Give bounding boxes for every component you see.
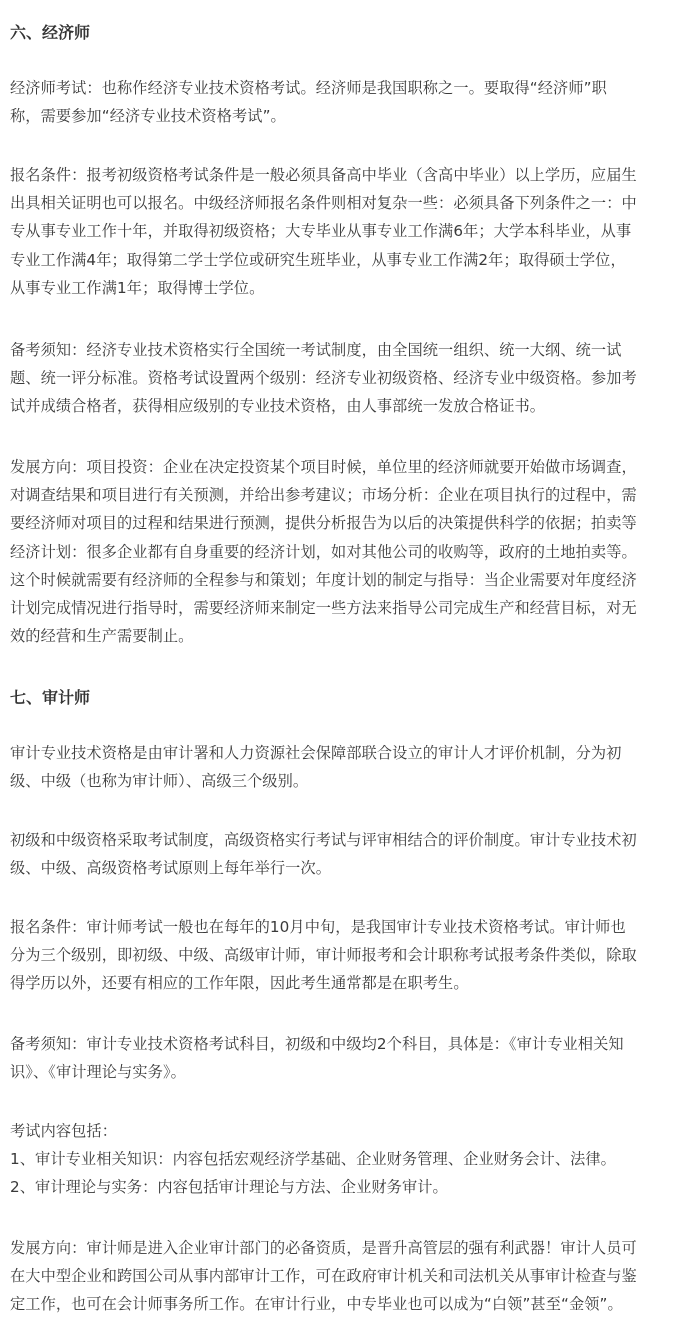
text-line: 1、审计专业相关知识：内容包括宏观经济学基础、企业财务管理、企业财务会计、法律。 — [10, 1150, 616, 1169]
text-line: 发展方向：项目投资：企业在决定投资某个项目时候，单位里的经济师就要开始做市场调查， — [10, 458, 637, 476]
text-line: 从事专业工作满1年；取得博士学位。 — [10, 278, 265, 297]
text-line: 分为三个级别，即初级、中级、高级审计师，审计师报考和会计职称考试报考条件类似，除取 — [10, 946, 637, 965]
text-line: 出具相关证明也可以报名。中级经济师报名条件则相对复杂一些：必须具备下列条件之一：中 — [10, 194, 637, 213]
text-line: 题、统一评分标准。资格考试设置两个级别：经济专业初级资格、经济专业中级资格。参加考 — [10, 369, 637, 388]
paragraph-auditor-exam-content — [10, 1117, 690, 1202]
paragraph-auditor-career — [10, 1234, 690, 1319]
paragraph-economist-registration — [10, 161, 690, 302]
text-line: 称，需要参加“经济专业技术资格考试”。 — [10, 107, 286, 126]
text-line: 专从事专业工作十年，并取得初级资格；大专毕业从事专业工作满6年；大学本科毕业，从事 — [10, 222, 632, 241]
text-line: 定工作，也可在会计师事务所工作。在审计行业，中专毕业也可以成为“白领”甚至“金领”。 — [10, 1295, 623, 1314]
text-line: 试并成绩合格者，获得相应级别的专业技术资格，由人事部统一发放合格证书。 — [10, 397, 546, 416]
text-line: 备考须知：经济专业技术资格实行全国统一考试制度，由全国统一组织、统一大纲、统一试 — [10, 341, 622, 359]
paragraph-auditor-system — [10, 826, 690, 882]
text-line: 得学历以外，还要有相应的工作年限，因此考生通常都是在职考生。 — [10, 974, 469, 993]
text-line: 经济师考试：也称作经济专业技术资格考试。经济师是我国职称之一。要取得“经济师”职 — [10, 79, 607, 97]
text-line: 对调查结果和项目进行有关预测，并给出参考建议；市场分析：企业在项目执行的过程中，需 — [10, 486, 637, 505]
text-line: 级、中级（也称为审计师）、高级三个级别。 — [10, 772, 309, 791]
text-line: 审计专业技术资格是由审计署和人力资源社会保障部联合设立的审计人才评价机制，分为初 — [10, 744, 622, 762]
paragraph-auditor-preparation — [10, 1030, 690, 1086]
text-line: 备考须知：审计专业技术资格考试科目，初级和中级均2个科目，具体是：《审计专业相关知 — [10, 1035, 624, 1053]
text-line: 计划完成情况进行指导时，需要经济师来制定一些方法来指导公司完成生产和经营目标，对无 — [10, 599, 637, 618]
text-line: 发展方向：审计师是进入企业审计部门的必备资质，是晋升高管层的强有利武器！审计人员可 — [10, 1239, 637, 1257]
paragraph-auditor-registration — [10, 913, 690, 998]
text-line: 初级和中级资格采取考试制度，高级资格实行考试与评审相结合的评价制度。审计专业技术初 — [10, 831, 637, 849]
text-line: 考试内容包括： — [10, 1122, 118, 1140]
text-line: 级、中级、高级资格考试原则上每年举行一次。 — [10, 859, 332, 878]
text-line: 2、审计理论与实务：内容包括审计理论与方法、企业财务审计。 — [10, 1178, 448, 1197]
text-line: 这个时候就需要有经济师的全程参与和策划；年度计划的制定与指导：当企业需要对年度经济 — [10, 570, 637, 589]
paragraph-economist-career — [10, 453, 690, 650]
text-line: 报名条件：审计师考试一般也在每年的10月中旬，是我国审计专业技术资格考试。审计师也 — [10, 918, 626, 936]
text-line: 识》、《审计理论与实务》。 — [10, 1063, 186, 1082]
text-line: 在大中型企业和跨国公司从事内部审计工作，可在政府审计机关和司法机关从事审计检查与鉴 — [10, 1267, 637, 1286]
paragraph-auditor-intro — [10, 739, 690, 795]
section-heading-auditor: 七、审计师 — [10, 688, 91, 707]
text-line: 经济计划：很多企业都有自身重要的经济计划，如对其他公司的收购等，政府的土地拍卖等。 — [10, 542, 637, 561]
section-heading-economist: 六、经济师 — [10, 23, 91, 42]
paragraph-economist-exam — [10, 74, 690, 130]
text-line: 效的经营和生产需要制止。 — [10, 627, 194, 646]
text-line: 要经济师对项目的过程和结果进行预测，提供分析报告为以后的决策提供科学的依据；拍卖等 — [10, 514, 637, 533]
text-line: 专业工作满4年；取得第二学士学位或研究生班毕业，从事专业工作满2年；取得硕士学位， — [10, 250, 626, 269]
paragraph-economist-preparation — [10, 336, 690, 421]
text-line: 报名条件：报考初级资格考试条件是一般必须具备高中毕业（含高中毕业）以上学历，应届生 — [10, 166, 637, 184]
